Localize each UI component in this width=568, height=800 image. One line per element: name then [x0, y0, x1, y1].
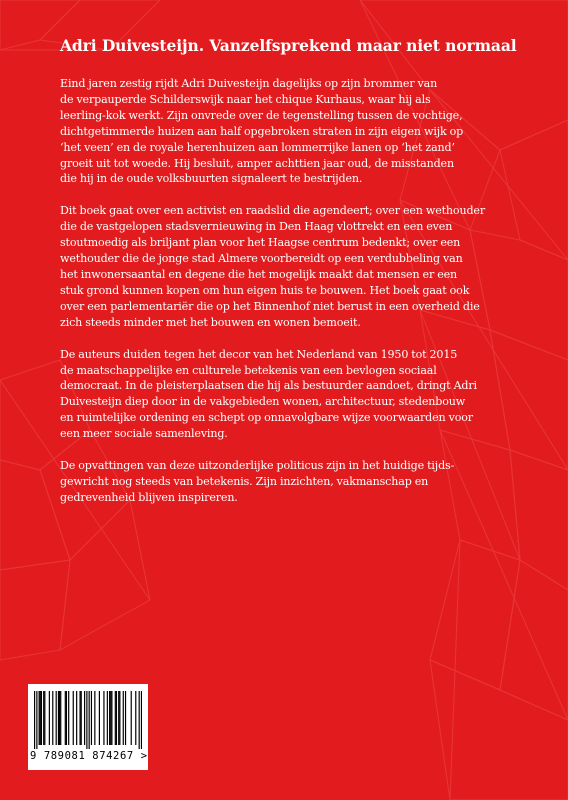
- barcode-bar: [58, 691, 59, 745]
- barcode-bar: [119, 691, 120, 745]
- text-line: de maatschappelijke en culturele betekenis van een bevlogen sociaal: [60, 363, 437, 377]
- barcode-bar: [103, 691, 104, 745]
- barcode-bar: [41, 691, 42, 745]
- text-line: Dit boek gaat over een activist en raadslid die agendeert; over een wethouder: [60, 204, 485, 218]
- barcode-bar: [43, 691, 44, 745]
- text-line: over een parlementariër die op het Binnenhof niet berust in een overheid die: [60, 299, 480, 313]
- barcode-bar: [123, 691, 124, 745]
- text-line: stoutmoedig als briljant plan voor het Haagse centrum bedenkt; over een: [60, 236, 461, 250]
- text-line: stuk grond kunnen kopen om hun eigen huis te bouwen. Het boek gaat ook: [60, 283, 470, 297]
- barcode-bar: [40, 691, 41, 745]
- text-line: Eind jaren zestig rijdt Adri Duivesteijn dagelijks op zijn brommer van: [60, 77, 438, 90]
- barcode-bar: [73, 691, 74, 745]
- barcode-bar: [60, 691, 61, 745]
- text-line: dichtgetimmerde huizen aan half opgebroken straten in zijn eigen wijk op: [60, 124, 464, 138]
- barcode-bar: [111, 691, 112, 745]
- barcode-bar: [109, 691, 110, 745]
- book-title: Adri Duivesteijn. Vanzelfsprekend maar niet normaal: [60, 36, 517, 55]
- text-line: De auteurs duiden tegen het decor van het Nederland van 1950 tot 2015: [60, 347, 458, 361]
- pattern-shape: [0, 560, 70, 660]
- barcode-bar: [44, 691, 45, 745]
- pattern-shape: [430, 540, 520, 690]
- text-line: De opvattingen van deze uitzonderlijke politicus zijn in het huidige tijds-: [60, 459, 455, 473]
- text-line: leerling-kok werkt. Zijn onvrede over de tegenstelling tussen de vochtige,: [60, 108, 463, 122]
- text-line: gedrevenheid blijven inspireren.: [60, 490, 238, 504]
- isbn-number: 9 789081 874267 >: [30, 750, 148, 762]
- barcode-bar: [141, 691, 142, 749]
- barcode-bar: [68, 691, 69, 745]
- text-line: de verpauperde Schilderswijk naar het chique Kurhaus, waar hij als: [60, 92, 431, 106]
- barcode-bar: [118, 691, 119, 745]
- barcode-bar: [34, 691, 35, 749]
- back-cover-text: [60, 36, 522, 522]
- barcode-bar: [115, 691, 116, 745]
- text-line: een meer sociale samenleving.: [60, 427, 228, 441]
- text-line: groeit uit tot woede. Hij besluit, amper achttien jaar oud, de misstanden: [60, 156, 454, 170]
- text-line: Duivesteijn diep door in de vakgebieden wonen, architectuur, stedenbouw: [60, 395, 466, 409]
- text-line: die de vastgelopen stadsvernieuwing in Den Haag vlottrekt en een even: [60, 220, 453, 234]
- text-line: en ruimtelijke ordening en schept op onnavolgbare wijze voorwaarden voor: [60, 411, 473, 425]
- text-line: gewricht nog steeds van betekenis. Zijn inzichten, vakmanschap en: [60, 474, 429, 488]
- text-line: wethouder die de jonge stad Almere voorbereidt op een verdubbeling van: [60, 252, 463, 266]
- barcode-bar: [79, 691, 80, 745]
- barcode-bar: [49, 691, 50, 745]
- pattern-line: [450, 540, 460, 800]
- barcode-bar: [89, 691, 90, 749]
- pattern-shape: [60, 500, 150, 650]
- barcode-bar: [125, 691, 126, 745]
- barcode-bar: [99, 691, 100, 745]
- barcode-bar: [86, 691, 87, 749]
- barcode-bar: [131, 691, 132, 745]
- isbn-barcode: [28, 684, 148, 770]
- barcode-bar: [56, 691, 57, 745]
- barcode-bar: [84, 691, 85, 745]
- text-line: die hij in de oude volksbuurten signaleert te bestrijden.: [60, 172, 363, 186]
- barcode-bar: [81, 691, 82, 745]
- barcode-bar: [135, 691, 136, 745]
- text-line: democraat. In de pleisterplaatsen die hij als bestuurder aandoet, dringt Adri: [60, 379, 477, 393]
- barcode-bars: [34, 691, 142, 749]
- paragraph-authors: [60, 347, 522, 442]
- paragraph-closing: [60, 458, 522, 506]
- barcode-bar: [91, 691, 92, 745]
- text-line: zich steeds minder met het bouwen en wonen bemoeit.: [60, 315, 361, 329]
- text-line: ‘het veen’ en de royale herenhuizen aan lommerrijke lanen op ‘het zand’: [60, 140, 455, 154]
- barcode-bar: [76, 691, 77, 745]
- paragraph-career: [60, 203, 522, 330]
- barcode-bar: [107, 691, 108, 745]
- barcode-bar: [110, 691, 111, 745]
- barcode-bar: [59, 691, 60, 745]
- text-line: het inwonersaantal en degene die het mogelijk maakt dat mensen er een: [60, 267, 458, 281]
- barcode-bar: [52, 691, 53, 745]
- barcode-bar: [94, 691, 95, 745]
- barcode-bar: [139, 691, 140, 749]
- barcode-bar: [39, 691, 40, 745]
- barcode-bar: [36, 691, 37, 749]
- barcode-bar: [116, 691, 117, 745]
- paragraph-intro: [60, 76, 522, 187]
- barcode-bar: [66, 691, 67, 745]
- barcode-bar: [65, 691, 66, 745]
